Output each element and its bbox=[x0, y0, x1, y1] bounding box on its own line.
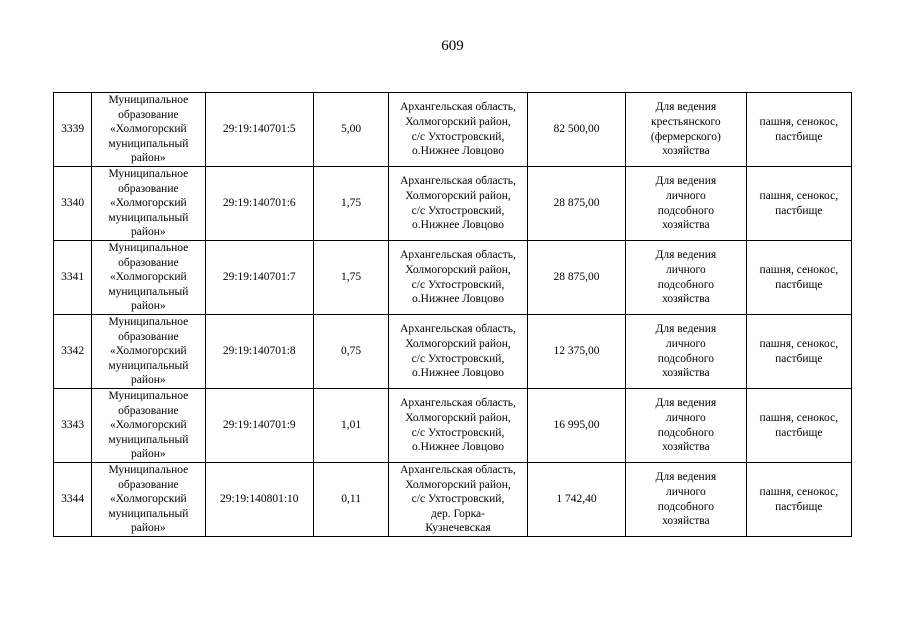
cadastral-number-cell: 29:19:140701:8 bbox=[205, 315, 313, 389]
land-type-cell bbox=[746, 241, 851, 315]
address-text: Архангельская область, Холмогорский район, с/с Ухтостровский, дер. Горка- Кузнечевская bbox=[400, 464, 516, 535]
land-type-text: пашня, сенокос, пастбище bbox=[759, 337, 839, 365]
price-cell: 28 875,00 bbox=[527, 167, 625, 241]
price-cell: 28 875,00 bbox=[527, 241, 625, 315]
price-cell: 82 500,00 bbox=[527, 93, 625, 167]
permitted-use-cell bbox=[626, 463, 746, 537]
row-number-cell: 3344 bbox=[54, 463, 92, 537]
row-number-cell: 3341 bbox=[54, 241, 92, 315]
area-cell: 1,75 bbox=[313, 241, 388, 315]
area-cell: 5,00 bbox=[313, 93, 388, 167]
page-number: 609 bbox=[441, 38, 464, 54]
row-number-cell: 3342 bbox=[54, 315, 92, 389]
address-text: Архангельская область, Холмогорский район, с/с Ухтостровский, о.Нижнее Ловцово bbox=[400, 175, 516, 232]
price-cell: 1 742,40 bbox=[527, 463, 625, 537]
land-type-text: пашня, сенокос, пастбище bbox=[759, 411, 839, 439]
table-row bbox=[54, 167, 852, 241]
land-type-text: пашня, сенокос, пастбище bbox=[759, 115, 839, 143]
owner-cell bbox=[92, 463, 205, 537]
address-cell bbox=[389, 389, 528, 463]
permitted-use-text: Для ведения личного подсобного хозяйства bbox=[655, 397, 717, 454]
address-text: Архангельская область, Холмогорский район, с/с Ухтостровский, о.Нижнее Ловцово bbox=[400, 101, 516, 158]
land-type-text: пашня, сенокос, пастбище bbox=[759, 263, 839, 291]
address-cell bbox=[389, 167, 528, 241]
land-type-cell bbox=[746, 93, 851, 167]
land-type-cell bbox=[746, 167, 851, 241]
land-type-text: пашня, сенокос, пастбище bbox=[759, 485, 839, 513]
permitted-use-cell bbox=[626, 241, 746, 315]
area-cell: 1,75 bbox=[313, 167, 388, 241]
address-text: Архангельская область, Холмогорский район, с/с Ухтостровский, о.Нижнее Ловцово bbox=[400, 323, 516, 380]
owner-text: Муниципальное образование «Холмогорский муниципальный район» bbox=[108, 316, 189, 387]
row-number-cell: 3339 bbox=[54, 93, 92, 167]
cadastral-number-cell: 29:19:140701:5 bbox=[205, 93, 313, 167]
area-cell: 0,75 bbox=[313, 315, 388, 389]
owner-text: Муниципальное образование «Холмогорский муниципальный район» bbox=[108, 94, 189, 165]
table-row bbox=[54, 315, 852, 389]
row-number-cell: 3340 bbox=[54, 167, 92, 241]
land-type-cell bbox=[746, 315, 851, 389]
area-cell: 0,11 bbox=[313, 463, 388, 537]
owner-cell bbox=[92, 93, 205, 167]
address-cell bbox=[389, 241, 528, 315]
owner-cell bbox=[92, 315, 205, 389]
permitted-use-text: Для ведения личного подсобного хозяйства bbox=[655, 471, 717, 528]
owner-cell bbox=[92, 241, 205, 315]
price-cell: 16 995,00 bbox=[527, 389, 625, 463]
address-text: Архангельская область, Холмогорский район, с/с Ухтостровский, о.Нижнее Ловцово bbox=[400, 249, 516, 306]
area-cell: 1,01 bbox=[313, 389, 388, 463]
cadastral-number-cell: 29:19:140801:10 bbox=[205, 463, 313, 537]
permitted-use-cell bbox=[626, 315, 746, 389]
permitted-use-text: Для ведения личного подсобного хозяйства bbox=[655, 249, 717, 306]
land-type-cell bbox=[746, 463, 851, 537]
cadastral-number-cell: 29:19:140701:7 bbox=[205, 241, 313, 315]
table-row bbox=[54, 241, 852, 315]
permitted-use-text: Для ведения крестьянского (фермерского) хозяйства bbox=[650, 101, 721, 158]
owner-cell bbox=[92, 167, 205, 241]
address-cell bbox=[389, 463, 528, 537]
cadastral-number-cell: 29:19:140701:9 bbox=[205, 389, 313, 463]
address-text: Архангельская область, Холмогорский район, с/с Ухтостровский, о.Нижнее Ловцово bbox=[400, 397, 516, 454]
owner-cell bbox=[92, 389, 205, 463]
table-body bbox=[54, 93, 852, 537]
cadastral-number-cell: 29:19:140701:6 bbox=[205, 167, 313, 241]
owner-text: Муниципальное образование «Холмогорский муниципальный район» bbox=[108, 390, 189, 461]
land-type-text: пашня, сенокос, пастбище bbox=[759, 189, 839, 217]
owner-text: Муниципальное образование «Холмогорский муниципальный район» bbox=[108, 464, 189, 535]
permitted-use-cell bbox=[626, 389, 746, 463]
owner-text: Муниципальное образование «Холмогорский муниципальный район» bbox=[108, 168, 189, 239]
permitted-use-cell bbox=[626, 167, 746, 241]
table-row bbox=[54, 463, 852, 537]
address-cell bbox=[389, 315, 528, 389]
table-row bbox=[54, 389, 852, 463]
permitted-use-text: Для ведения личного подсобного хозяйства bbox=[655, 175, 717, 232]
permitted-use-cell bbox=[626, 93, 746, 167]
owner-text: Муниципальное образование «Холмогорский муниципальный район» bbox=[108, 242, 189, 313]
address-cell bbox=[389, 93, 528, 167]
land-type-cell bbox=[746, 389, 851, 463]
price-cell: 12 375,00 bbox=[527, 315, 625, 389]
row-number-cell: 3343 bbox=[54, 389, 92, 463]
table-row bbox=[54, 93, 852, 167]
land-registry-table bbox=[53, 92, 852, 537]
permitted-use-text: Для ведения личного подсобного хозяйства bbox=[655, 323, 717, 380]
